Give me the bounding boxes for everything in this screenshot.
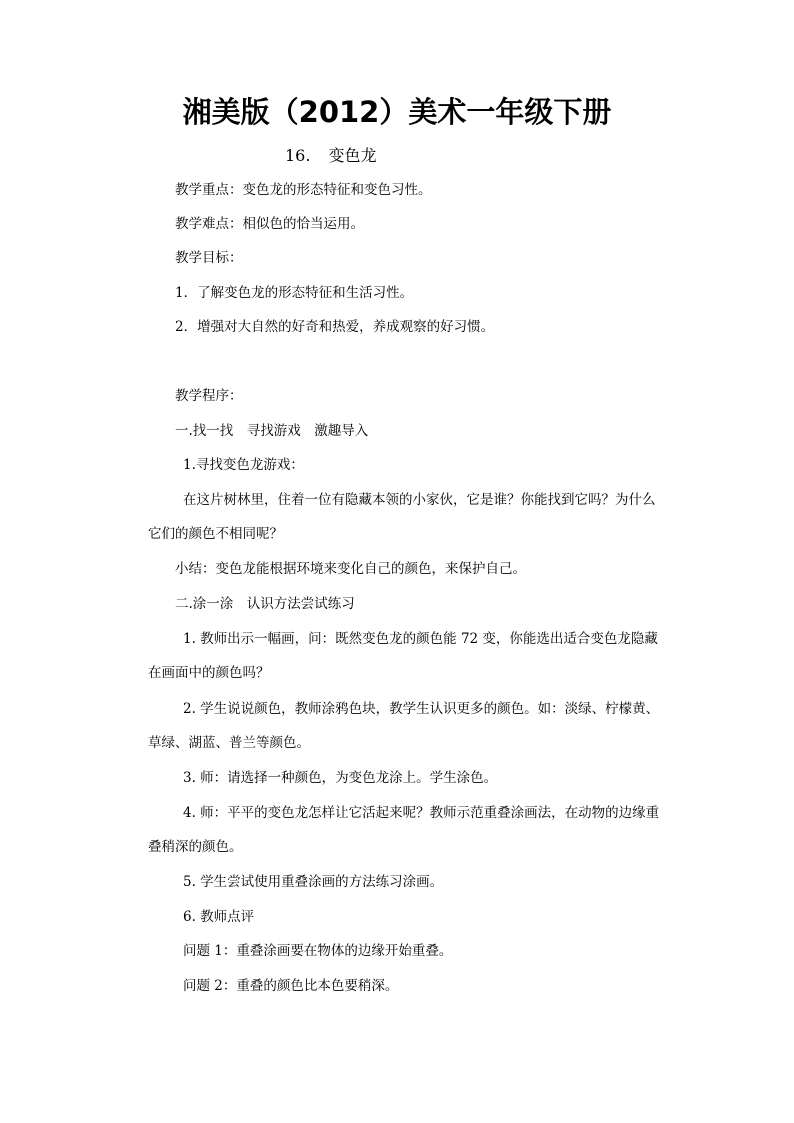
section-2-step-3: 3. 师：请选择一种颜色，为变色龙涂上。学生涂色。 xyxy=(183,770,498,786)
section-1-paragraph-line-1: 在这片树林里，住着一位有隐藏本领的小家伙，它是谁？你能找到它吗？为什么 xyxy=(183,492,656,508)
goal-item-1: 1．了解变色龙的形态特征和生活习性。 xyxy=(175,285,414,301)
question-2: 问题 2：重叠的颜色比本色要稍深。 xyxy=(183,978,399,994)
teaching-goals-heading: 教学目标： xyxy=(175,250,243,266)
section-2-step-4-line-1: 4. 师：平平的变色龙怎样让它活起来呢？教师示范重叠涂画法，在动物的边缘重 xyxy=(183,805,660,821)
section-1-step-1: 1.寻找变色龙游戏： xyxy=(183,457,304,473)
section-2-step-2-line-2: 草绿、湖蓝、普兰等颜色。 xyxy=(148,735,310,751)
section-1-summary: 小结：变色龙能根据环境来变化自己的颜色，来保护自己。 xyxy=(175,561,526,577)
lesson-title xyxy=(285,143,376,166)
section-2-step-6: 6. 教师点评 xyxy=(183,909,255,925)
lesson-number: 16. xyxy=(285,146,311,165)
section-2-step-1-line-1: 1. 教师出示一幅画，问：既然变色龙的颜色能 72 变，你能选出适合变色龙隐藏 xyxy=(183,631,658,647)
goal-item-2: 2．增强对大自然的好奇和热爱，养成观察的好习惯。 xyxy=(175,319,495,335)
section-2-step-2-line-1: 2. 学生说说颜色，教师涂鸦色块，教学生认识更多的颜色。如：淡绿、柠檬黄、 xyxy=(183,701,660,717)
section-2-heading: 二.涂一涂 认识方法尝试练习 xyxy=(175,596,355,612)
question-1: 问题 1：重叠涂画要在物体的边缘开始重叠。 xyxy=(183,943,453,959)
lesson-name: 变色龙 xyxy=(328,146,377,165)
document-title: 湘美版（2012）美术一年级下册 xyxy=(182,95,612,129)
teaching-focus-line: 教学重点：变色龙的形态特征和变色习性。 xyxy=(175,182,432,198)
section-2-step-1-line-2: 在画面中的颜色吗？ xyxy=(148,665,270,681)
section-1-paragraph-line-2: 它们的颜色不相同呢？ xyxy=(148,526,283,542)
procedure-heading: 教学程序： xyxy=(175,388,243,404)
section-2-step-5: 5. 学生尝试使用重叠涂画的方法练习涂画。 xyxy=(183,874,444,890)
section-2-step-4-line-2: 叠稍深的颜色。 xyxy=(148,839,243,855)
section-1-heading: 一.找一找 寻找游戏 激趣导入 xyxy=(175,423,369,439)
teaching-difficulty-line: 教学难点：相似色的恰当运用。 xyxy=(175,216,364,232)
